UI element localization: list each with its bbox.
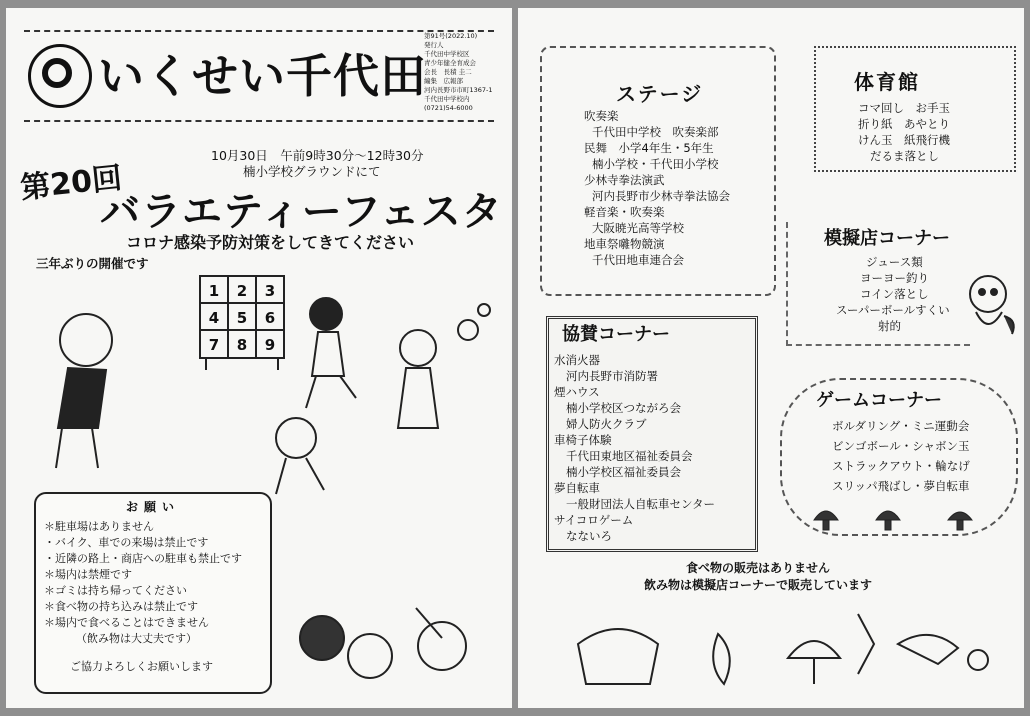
request-item: （飲み物は大丈夫です） [76,632,197,645]
request-item: ＊駐車場はありません [44,520,154,533]
right-page [518,8,1024,708]
issue-info-line: 編集 広報部 [424,77,463,85]
children-illustration [6,258,512,498]
kyosan-item: 一般財団法人自転車センター [566,497,716,511]
stage-item: 千代田中学校 吹奏楽部 [592,125,719,139]
request-item: ＊場内は禁煙です [44,568,132,581]
kyosan-item: 楠小学校区福祉委員会 [566,465,681,479]
request-item: ・近隣の路上・商店への駐車も禁止です [44,552,242,565]
mogiten-item: ジュース類 [866,255,923,269]
requests-heading: お願い [125,500,180,514]
logo-flower-icon [42,58,72,88]
target-number: 7 [208,336,220,354]
target-number: 2 [236,282,248,300]
taiikukan-title: 体育館 [854,70,920,94]
event-name: バラエティーフェスタ [100,189,503,235]
game-item: ボルダリング・ミニ運動会 [832,419,970,433]
event-edition: 第20回 [18,160,124,207]
stage-title: ステージ [616,82,704,106]
taiikukan-item: コマ回し お手玉 [858,101,950,115]
kyosan-item: 夢自転車 [554,481,600,495]
kyosan-item: サイコロゲーム [554,513,634,527]
issue-info-line: 発行人 [424,41,444,49]
kyosan-item: 千代田東地区福祉委員会 [566,449,693,463]
mushrooms-icon [808,502,988,534]
food-notice [598,560,918,594]
issue-info-line: 千代田中学校内 [424,95,470,103]
food-notice-line: 食べ物の販売はありません [685,561,830,575]
event-datetime: 10月30日 午前9時30分～12時30分 [211,148,424,163]
event-venue: 楠小学校グラウンドにて [243,164,381,179]
issue-info-line: 千代田中学校区 [424,50,470,58]
kyosan-item: 水消火器 [554,353,600,367]
taiikukan-item: けん玉 紙飛行機 [858,133,950,147]
target-number: 9 [264,336,276,354]
mushroom-icon [788,641,840,658]
issue-info-line: (0721)54-6000 [424,104,473,112]
kyosan-item: 河内長野市消防署 [566,369,658,383]
game-item: ストラックアウト・輪なげ [832,459,970,473]
target-number: 6 [264,309,276,327]
mogiten-item: コイン落とし [860,287,929,301]
newsletter-title: いくせい千代田 [98,49,427,103]
toys-illustration [292,598,492,698]
request-item: ＊ゴミは持ち帰ってください [44,584,187,597]
target-number: 1 [208,282,220,300]
issue-info-line: 河内長野市市町1367-1 [424,86,493,94]
mogiten-item: 射的 [878,319,901,333]
stage-item: 軽音楽・吹奏楽 [584,205,665,219]
stage-item: 河内長野市少林寺拳法協会 [592,189,730,203]
target-number: 5 [236,309,248,327]
request-item: ・バイク、車での来場は禁止です [44,536,209,549]
mogiten-item: スーパーボールすくい [836,303,950,317]
kyosan-item: 婦人防火クラブ [566,417,647,431]
game-title: ゲームコーナー [816,390,942,411]
leaf-icon [858,614,874,674]
target-number: 4 [208,309,220,327]
mogiten-item: ヨーヨー釣り [860,271,929,285]
request-item: ＊食べ物の持ち込みは禁止です [44,600,198,613]
target-number: 3 [264,282,276,300]
left-page [6,8,512,708]
requests-closing: ご協力よろしくお願いします [70,660,213,673]
game-item: スリッパ飛ばし・夢自転車 [832,479,970,493]
event-note: 三年ぶりの開催です [36,256,149,271]
stage-item: 少林寺拳法演武 [584,173,665,187]
stage-item: 千代田地車連合会 [592,253,684,267]
autumn-harvest-illustration [538,604,1008,700]
kyosan-title: 協賛コーナー [562,324,670,345]
kyosan-item: 煙ハウス [554,385,600,399]
stage-item: 民舞 小学4年生・5年生 [584,141,714,155]
mogiten-title: 模擬店コーナー [824,228,950,249]
stage-item: 大阪暁光高等学校 [592,221,684,235]
issue-info-line: 第91号(2022.10) [424,32,478,40]
issue-info [424,32,496,113]
stage-item: 吹奏楽 [584,109,619,123]
food-notice-line: 飲み物は模擬店コーナーで販売しています [643,578,872,592]
request-item: ＊場内で食べることはできません [44,616,209,629]
target-number: 8 [236,336,248,354]
taiikukan-item: 折り紙 あやとり [858,117,950,131]
corona-notice: コロナ感染予防対策をしてきてください [126,233,415,252]
kyosan-item: なないろ [566,529,612,543]
stage-item: 楠小学校・千代田小学校 [592,157,719,171]
stage-item: 地車祭囃物競演 [584,237,665,251]
ginkgo-icon [898,635,958,664]
taiikukan-item: だるま落とし [870,149,939,163]
header-bottom-rule [24,120,494,122]
game-item: ビンゴボール・シャボン玉 [832,439,970,453]
requests-box [34,492,272,694]
leaf-icon [713,634,730,684]
tanuki-mascot-icon [962,270,1020,340]
issue-info-line: 青少年健全育成会 [424,59,476,67]
issue-info-line: 会長 長積 圭二 [424,68,472,76]
kyosan-item: 楠小学校区つながろ会 [566,401,681,415]
kyosan-item: 車椅子体験 [554,433,612,447]
